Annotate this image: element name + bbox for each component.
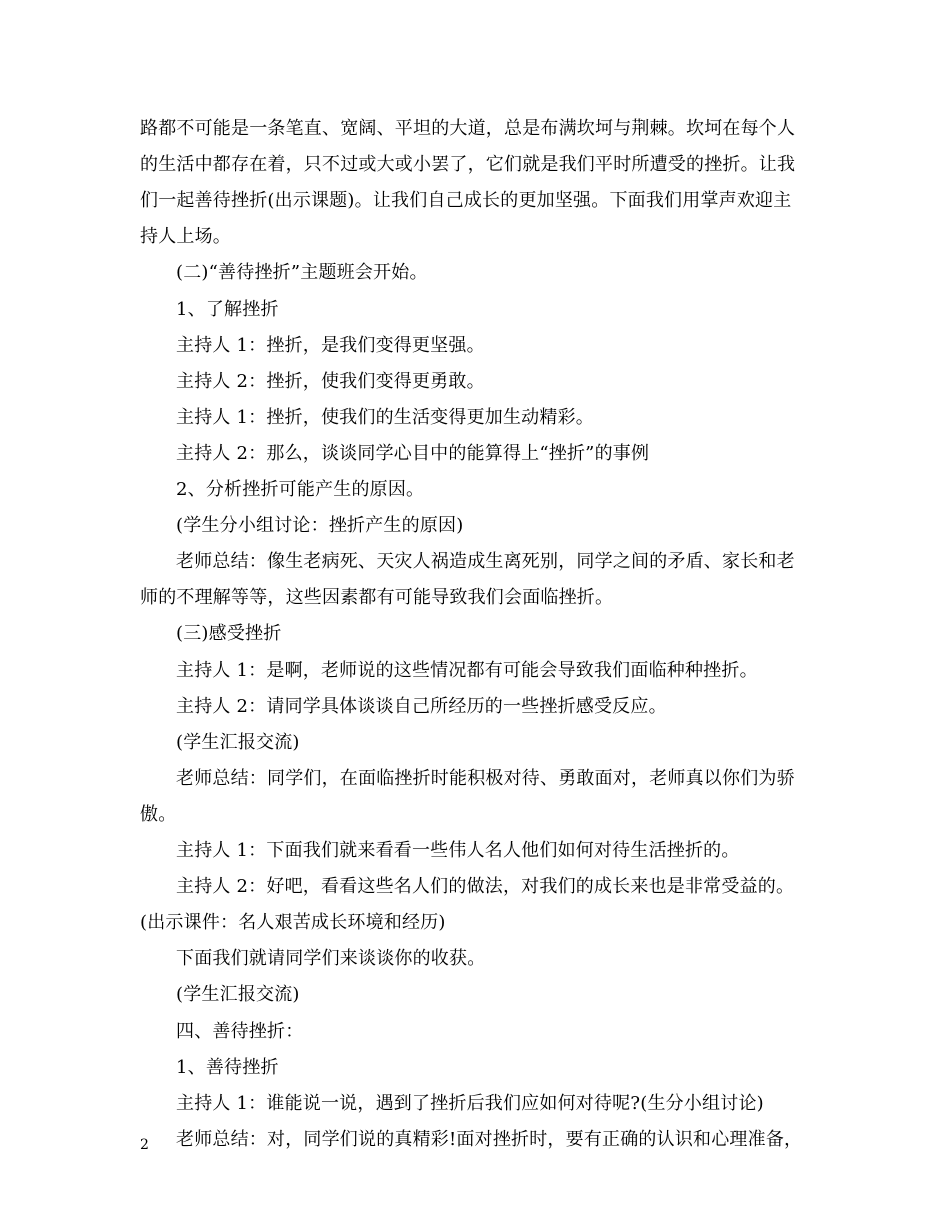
stage-note: (学生汇报交流) (176, 984, 300, 1006)
dialogue-line: 主持人 1：是啊，老师说的这些情况都有可能会导致我们面临种种挫折。 (176, 659, 758, 681)
paragraph-line: 下面我们就请同学们来谈谈你的收获。 (176, 948, 486, 970)
subsection-heading: 1、善待挫折 (176, 1056, 279, 1078)
dialogue-line: 主持人 2：请同学具体谈谈自己所经历的一些挫折感受反应。 (176, 695, 667, 717)
dialogue-line: 主持人 1：谁能说一说，遇到了挫折后我们应如何对待呢?(生分小组讨论) (176, 1092, 764, 1114)
paragraph-line: 老师总结：同学们，在面临挫折时能积极对待、勇敢面对，老师真以你们为骄 (176, 767, 795, 789)
stage-note: (学生分小组讨论：挫折产生的原因) (176, 515, 464, 537)
subsection-heading: 2、分析挫折可能产生的原因。 (176, 479, 425, 500)
paragraph-line: 们一起善待挫折(出示课题)。让我们自己成长的更加坚强。下面我们用掌声欢迎主 (140, 190, 792, 212)
paragraph-line: 老师总结：对，同学们说的真精彩!面对挫折时，要有正确的认识和心理准备， (176, 1128, 803, 1150)
paragraph-line: 持人上场。 (140, 226, 231, 248)
subsection-heading: 1、了解挫折 (176, 298, 279, 320)
dialogue-line: 主持人 1：下面我们就来看看一些伟人名人他们如何对待生活挫折的。 (176, 840, 740, 861)
paragraph-line: 路都不可能是一条笔直、宽阔、平坦的大道，总是布满坎坷与荆棘。坎坷在每个人 (140, 118, 796, 139)
section-heading: 四、善待挫折： (176, 1020, 304, 1042)
paragraph-line: 傲。 (140, 803, 177, 825)
paragraph-line: 老师总结：像生老病死、天灾人祸造成生离死别，同学之间的矛盾、家长和老 (176, 551, 795, 573)
stage-note: (出示课件：名人艰苦成长环境和经历) (140, 912, 446, 934)
dialogue-line: 主持人 2：挫折，使我们变得更勇敢。 (176, 370, 485, 392)
section-heading: (二)“善待挫折”主题班会开始。 (176, 262, 428, 284)
dialogue-line: 主持人 2：那么，谈谈同学心目中的能算得上“挫折”的事例 (176, 442, 650, 464)
dialogue-line: 主持人 2：好吧，看看这些名人们的做法，对我们的成长来也是非常受益的。 (176, 876, 795, 898)
stage-note: (学生汇报交流) (176, 731, 300, 753)
section-heading: (三)感受挫折 (176, 623, 282, 645)
page-number: 2 (140, 1137, 149, 1153)
paragraph-line: 师的不理解等等，这些因素都有可能导致我们会面临挫折。 (140, 587, 614, 609)
paragraph-line: 的生活中都存在着，只不过或大或小罢了，它们就是我们平时所遭受的挫折。让我 (140, 154, 796, 176)
dialogue-line: 主持人 1：挫折，使我们的生活变得更加生动精彩。 (176, 406, 594, 428)
dialogue-line: 主持人 1：挫折，是我们变得更坚强。 (176, 334, 485, 356)
